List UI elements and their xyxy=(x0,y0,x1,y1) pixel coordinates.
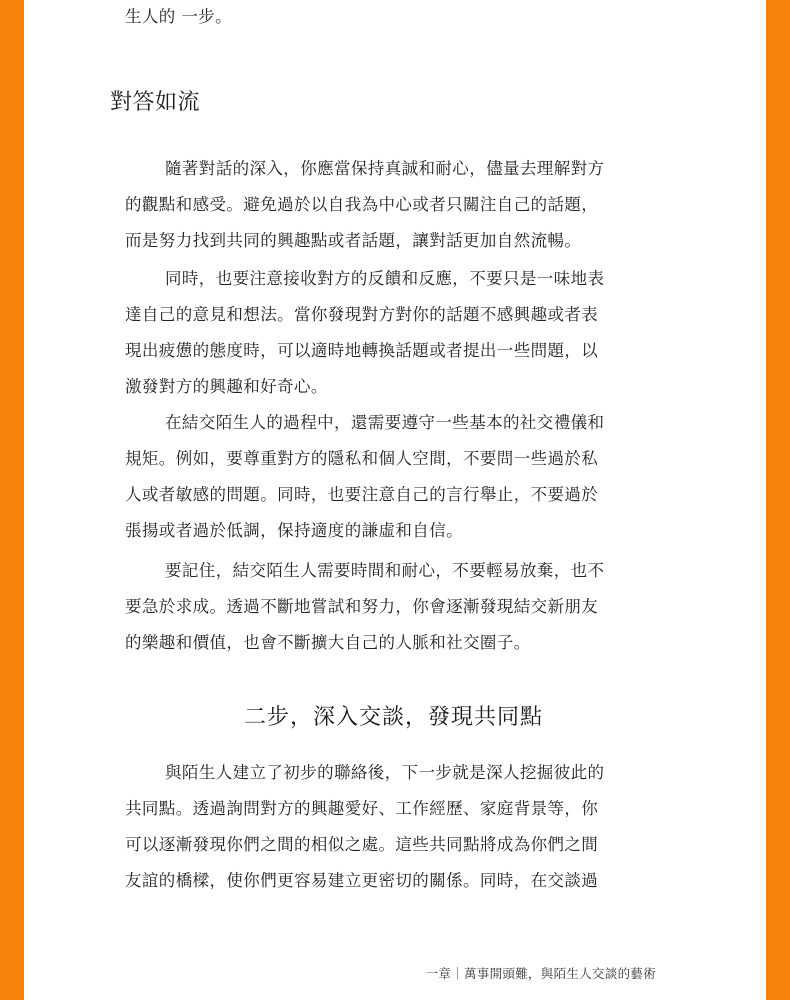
paragraph-line: 共同點。透過詢問對方的興趣愛好、工作經歷、家庭背景等，你 xyxy=(125,799,599,818)
paragraph xyxy=(125,151,665,259)
chapter-heading: 二步，深入交談，發現共同點 xyxy=(244,705,544,730)
paragraph-line: 可以逐漸發現你們之間的相似之處。這些共同點將成為你們之間 xyxy=(125,835,599,854)
paragraph-line: 與陌生人建立了初步的聯絡後，下一步就是深人挖掘彼此的 xyxy=(165,763,605,782)
section-title: 對答如流 xyxy=(110,90,201,115)
running-footer: 一章｜萬事開頭難，與陌生人交談的藝術 xyxy=(425,966,656,981)
paragraph-line: 要急於求成。透過不斷地嘗試和努力，你會逐漸發現結交新朋友 xyxy=(125,597,599,616)
book-page xyxy=(24,0,766,1000)
paragraph-line: 要記住，結交陌生人需要時間和耐心，不要輕易放棄，也不 xyxy=(165,561,605,580)
paragraph-line: 人或者敏感的問題。同時，也要注意自己的言行舉止，不要過於 xyxy=(125,485,599,504)
paragraph-line: 同時，也要注意接收對方的反饋和反應，不要只是一味地表 xyxy=(165,269,605,288)
paragraph xyxy=(125,755,665,899)
paragraph xyxy=(125,261,665,405)
paragraph-line: 隨著對話的深入，你應當保持真誠和耐心，儘量去理解對方 xyxy=(165,159,605,178)
paragraph-line: 友誼的橋樑，使你們更容易建立更密切的關係。同時，在交談過 xyxy=(125,871,599,890)
top-fragment-text: 生人的 一步。 xyxy=(125,7,233,26)
paragraph-line: 規矩。例如，要尊重對方的隱私和個人空間，不要問一些過於私 xyxy=(125,449,599,468)
page-border-left xyxy=(0,0,24,1000)
paragraph xyxy=(125,405,665,549)
paragraph-line: 而是努力找到共同的興趣點或者話題，讓對話更加自然流暢。 xyxy=(125,231,582,250)
paragraph-line: 現出疲憊的態度時，可以適時地轉換話題或者提出一些問題，以 xyxy=(125,341,599,360)
paragraph-line: 在結交陌生人的過程中，還需要遵守一些基本的社交禮儀和 xyxy=(165,413,605,432)
paragraph-line: 的觀點和感受。避免過於以自我為中心或者只關注自己的話題， xyxy=(125,195,599,214)
page-border-right xyxy=(766,0,790,1000)
paragraph-line: 張揚或者過於低調，保持適度的謙虛和自信。 xyxy=(125,521,463,540)
paragraph-line: 達自己的意見和想法。當你發現對方對你的話題不感興趣或者表 xyxy=(125,305,599,324)
paragraph-line: 的樂趣和價值，也會不斷擴大自己的人脈和社交圈子。 xyxy=(125,633,531,652)
paragraph xyxy=(125,553,665,661)
paragraph-line: 激發對方的興趣和好奇心。 xyxy=(125,377,328,396)
